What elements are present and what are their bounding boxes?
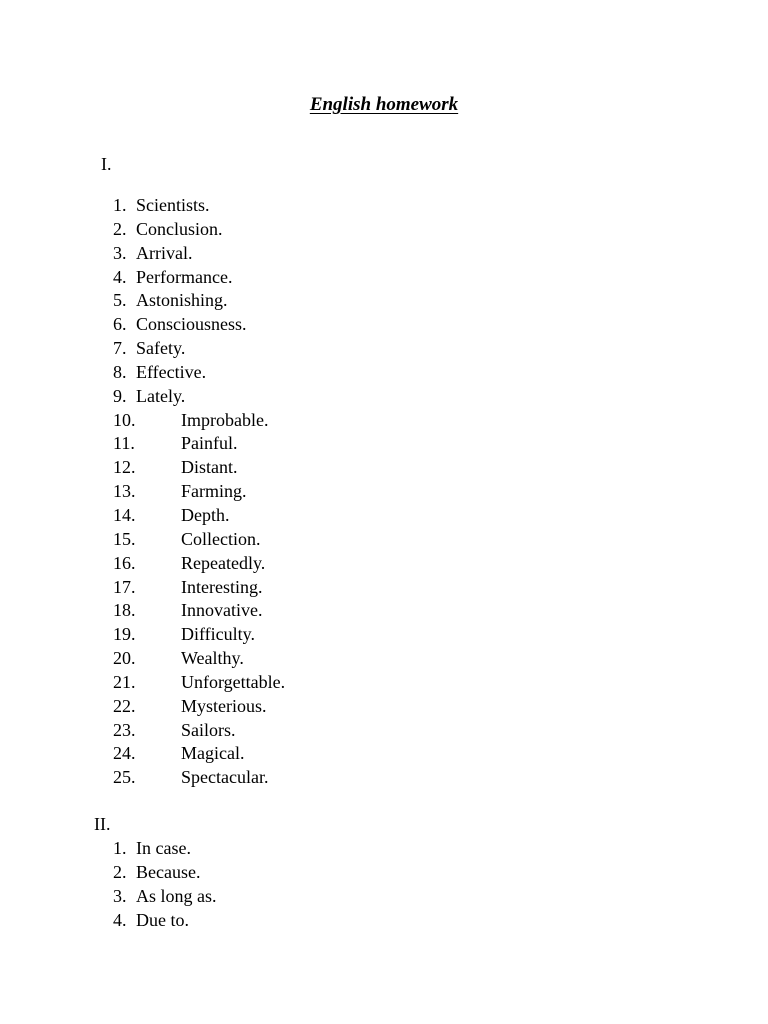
list-item <box>0 480 600 504</box>
list-item <box>0 528 600 552</box>
item-answer: Repeatedly. <box>181 552 266 573</box>
item-number: 1. <box>113 195 127 215</box>
item-answer: Consciousness. <box>136 314 247 335</box>
page-title: English homework <box>309 94 459 115</box>
item-answer: Performance. <box>136 266 233 287</box>
item-number: 11. <box>113 433 135 454</box>
item-number: 4. <box>113 909 127 930</box>
item-answer: Magical. <box>181 743 245 764</box>
list-item <box>0 194 600 218</box>
list-item <box>0 266 600 290</box>
item-answer: Collection. <box>181 528 261 549</box>
item-number: 15. <box>113 528 136 549</box>
item-number: 24. <box>113 743 136 764</box>
item-answer: Because. <box>136 861 201 882</box>
item-answer: Wealthy. <box>181 648 244 669</box>
item-answer: Painful. <box>181 433 238 454</box>
item-number: 6. <box>113 314 127 335</box>
answer-list-2 <box>0 837 600 932</box>
item-number: 4. <box>113 266 127 287</box>
list-item <box>0 742 600 766</box>
item-answer: Interesting. <box>181 576 263 597</box>
list-item <box>0 885 600 909</box>
item-answer: Distant. <box>181 457 238 478</box>
list-item <box>0 766 600 790</box>
item-answer: Sailors. <box>181 719 236 740</box>
list-item <box>0 719 600 743</box>
list-item <box>0 242 600 266</box>
item-answer: As long as. <box>136 885 217 906</box>
list-item <box>0 623 600 647</box>
item-answer: Difficulty. <box>181 624 255 645</box>
item-number: 2. <box>113 861 127 882</box>
list-item <box>0 361 600 385</box>
list-item <box>0 218 600 242</box>
list-item <box>0 837 600 861</box>
item-number: 13. <box>113 481 136 502</box>
item-number: 8. <box>113 361 127 382</box>
item-number: 23. <box>113 719 136 740</box>
list-item <box>0 337 600 361</box>
item-number: 5. <box>113 290 127 311</box>
item-number: 10. <box>113 409 136 430</box>
item-number: 17. <box>113 576 136 597</box>
item-answer: Due to. <box>136 909 189 930</box>
answer-list-1 <box>0 194 600 790</box>
item-answer: Innovative. <box>181 600 263 621</box>
item-number: 19. <box>113 624 136 645</box>
item-number: 9. <box>113 385 127 406</box>
list-item <box>0 671 600 695</box>
item-number: 18. <box>113 600 136 621</box>
item-number: 1. <box>113 838 127 858</box>
item-number: 21. <box>113 671 136 692</box>
section-heading-1: I. <box>101 154 112 174</box>
list-item <box>0 504 600 528</box>
item-answer: Unforgettable. <box>181 671 286 692</box>
section-heading-2: II. <box>94 814 111 834</box>
item-answer: Improbable. <box>181 409 269 430</box>
list-item <box>0 599 600 623</box>
item-answer: Mysterious. <box>181 695 267 716</box>
item-answer: Arrival. <box>136 242 193 263</box>
item-number: 7. <box>113 338 127 359</box>
item-number: 16. <box>113 552 136 573</box>
item-number: 14. <box>113 504 136 525</box>
list-item <box>0 576 600 600</box>
list-item <box>0 289 600 313</box>
list-item <box>0 695 600 719</box>
item-number: 20. <box>113 648 136 669</box>
list-item <box>0 552 600 576</box>
list-item <box>0 909 600 933</box>
list-item <box>0 432 600 456</box>
item-answer: Astonishing. <box>136 290 228 311</box>
item-number: 3. <box>113 885 127 906</box>
list-item <box>0 456 600 480</box>
item-number: 22. <box>113 695 136 716</box>
item-number: 25. <box>113 767 136 788</box>
item-number: 12. <box>113 457 136 478</box>
list-item <box>0 861 600 885</box>
item-answer: Effective. <box>136 361 207 382</box>
item-answer: Scientists. <box>136 195 210 215</box>
item-answer: In case. <box>136 838 191 858</box>
list-item <box>0 409 600 433</box>
item-answer: Lately. <box>136 385 186 406</box>
list-item <box>0 647 600 671</box>
item-answer: Conclusion. <box>136 218 223 239</box>
list-item <box>0 385 600 409</box>
item-answer: Depth. <box>181 504 230 525</box>
item-number: 3. <box>113 242 127 263</box>
item-answer: Farming. <box>181 481 247 502</box>
item-answer: Spectacular. <box>181 767 269 788</box>
item-answer: Safety. <box>136 338 186 359</box>
list-item <box>0 313 600 337</box>
item-number: 2. <box>113 218 127 239</box>
